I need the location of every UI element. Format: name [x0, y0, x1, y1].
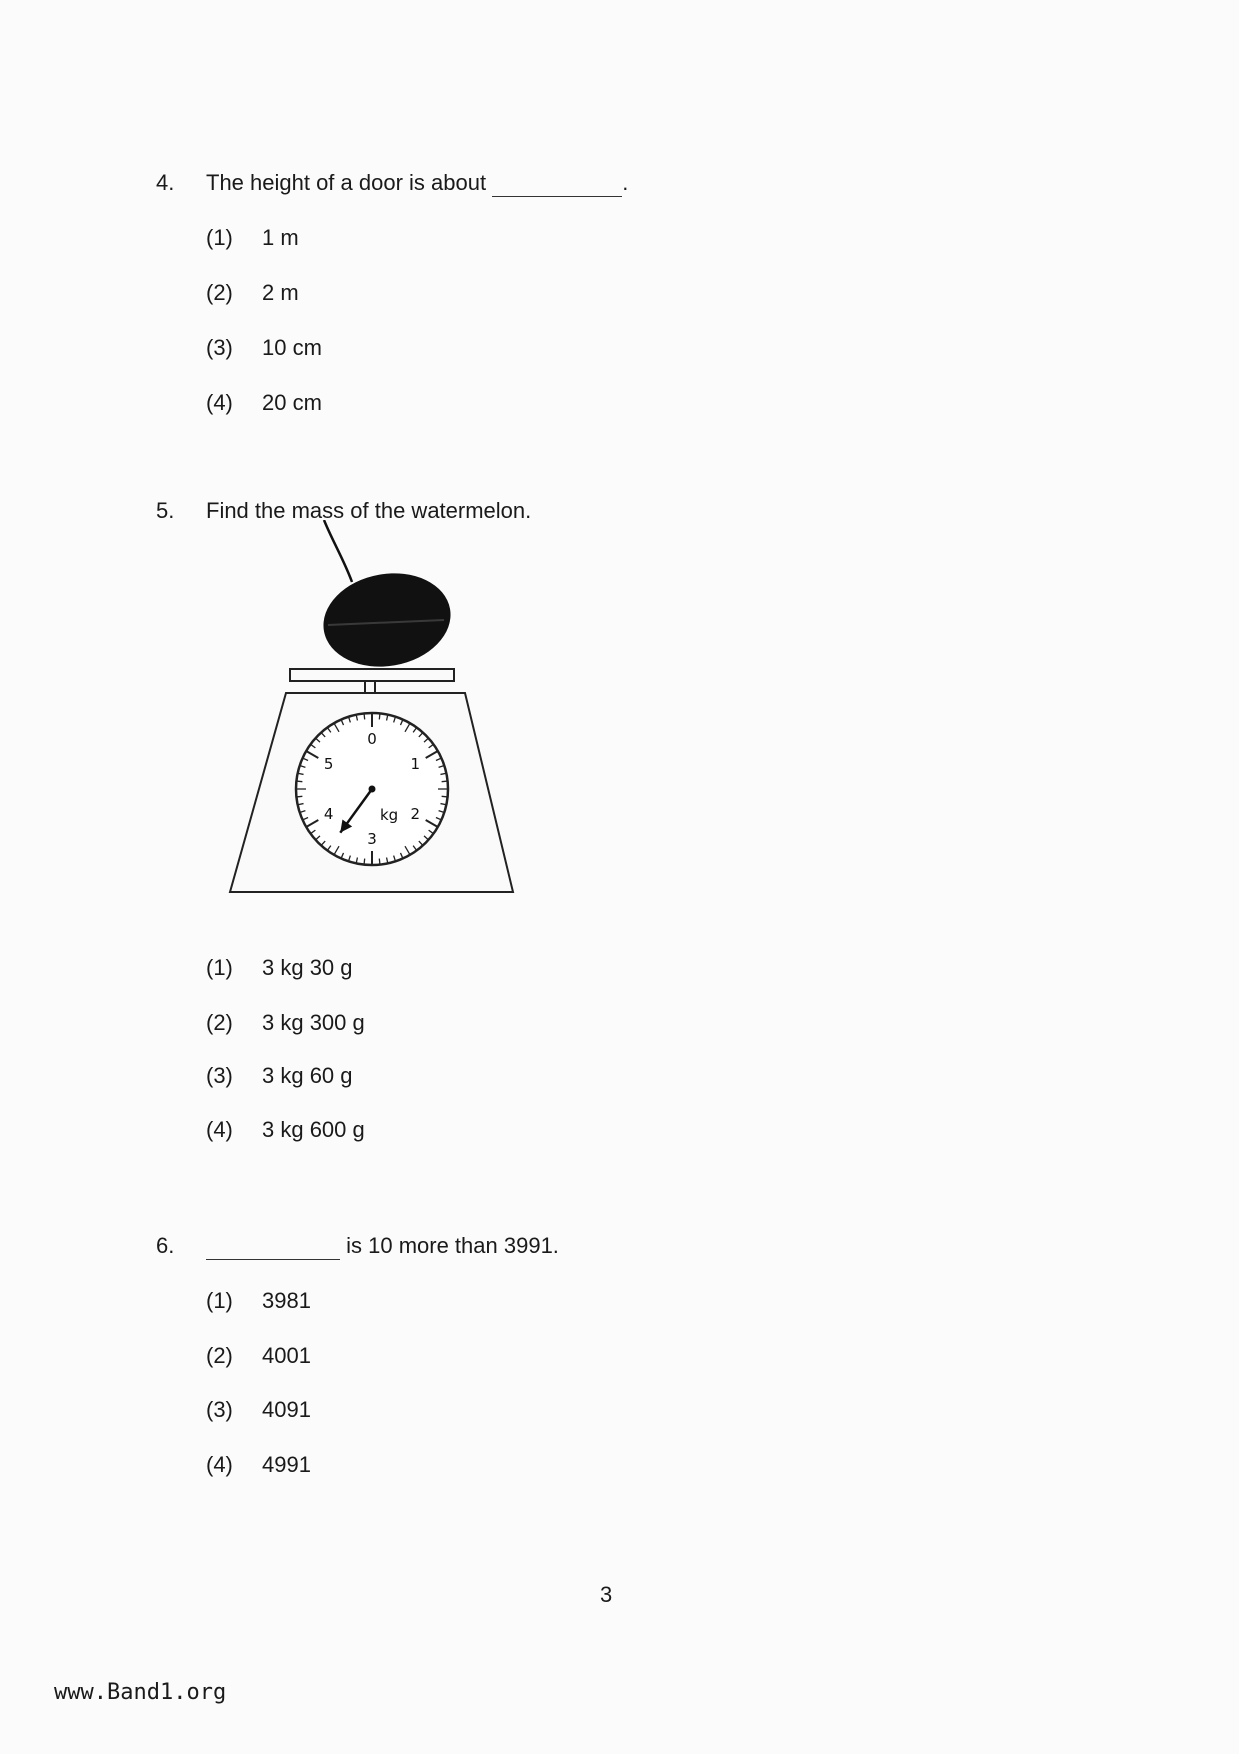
question-number: 4. — [156, 170, 175, 195]
option-text: 3 kg 300 g — [262, 1010, 365, 1035]
option-4 — [206, 390, 322, 416]
dial-unit-label: kg — [380, 806, 399, 824]
option-text: 1 m — [262, 225, 299, 250]
option-number: (3) — [206, 1063, 233, 1088]
option-number: (2) — [206, 280, 233, 305]
option-4 — [206, 1452, 311, 1478]
dial-label-3: 3 — [367, 830, 377, 848]
option-number: (1) — [206, 225, 233, 250]
option-3 — [206, 1063, 353, 1089]
option-2 — [206, 1010, 365, 1036]
option-number: (2) — [206, 1343, 233, 1368]
dial-tick — [379, 713, 380, 719]
option-2 — [206, 1343, 311, 1369]
page-number: 3 — [600, 1582, 613, 1607]
option-text: 20 cm — [262, 390, 322, 415]
option-number: (4) — [206, 1452, 233, 1477]
option-2 — [206, 280, 299, 306]
option-number: (4) — [206, 1117, 233, 1142]
option-number: (2) — [206, 1010, 233, 1035]
dial-label-4: 4 — [323, 805, 334, 823]
dial-label-0: 0 — [367, 730, 377, 748]
dial-label-1: 1 — [410, 755, 421, 773]
option-text: 4091 — [262, 1397, 311, 1422]
question-text-after-blank: . — [622, 170, 629, 195]
footer-url: www.Band1.org — [54, 1680, 227, 1705]
option-number: (3) — [206, 1397, 233, 1422]
question-text — [206, 1233, 559, 1260]
option-3 — [206, 335, 322, 361]
dial-tick — [442, 796, 448, 797]
question-number: 5. — [156, 498, 175, 523]
dial-label-5: 5 — [323, 755, 334, 773]
option-number: (4) — [206, 390, 233, 415]
option-number: (3) — [206, 335, 233, 360]
question-text: Find the mass of the watermelon. — [206, 498, 532, 523]
dial-tick — [364, 859, 365, 865]
watermelon-stem — [324, 520, 352, 582]
option-1 — [206, 225, 299, 251]
question-number: 6. — [156, 1233, 175, 1258]
kitchen-scale-illustration — [220, 520, 520, 900]
dial-tick — [379, 859, 380, 865]
option-number: (1) — [206, 1288, 233, 1313]
question-text-after-blank: is 10 more than 3991. — [340, 1233, 559, 1258]
dial-center — [369, 786, 376, 793]
scale-neck — [365, 681, 375, 693]
dial-tick — [296, 781, 302, 782]
option-text: 3981 — [262, 1288, 311, 1313]
option-number: (1) — [206, 955, 233, 980]
option-3 — [206, 1397, 311, 1423]
answer-blank — [206, 1233, 340, 1260]
option-text: 3 kg 600 g — [262, 1117, 365, 1142]
question-text — [206, 170, 628, 197]
option-text: 10 cm — [262, 335, 322, 360]
option-text: 4991 — [262, 1452, 311, 1477]
option-text: 3 kg 30 g — [262, 955, 353, 980]
dial-tick — [296, 796, 302, 797]
dial-tick — [442, 781, 448, 782]
option-4 — [206, 1117, 365, 1143]
option-text: 2 m — [262, 280, 299, 305]
scale-plate — [290, 669, 454, 681]
question-text-before-blank: The height of a door is about — [206, 170, 493, 195]
option-1 — [206, 1288, 311, 1314]
option-1 — [206, 955, 353, 981]
dial-tick — [364, 713, 365, 719]
option-text: 4001 — [262, 1343, 311, 1368]
answer-blank — [492, 170, 622, 197]
dial-label-2: 2 — [410, 805, 421, 823]
option-text: 3 kg 60 g — [262, 1063, 353, 1088]
